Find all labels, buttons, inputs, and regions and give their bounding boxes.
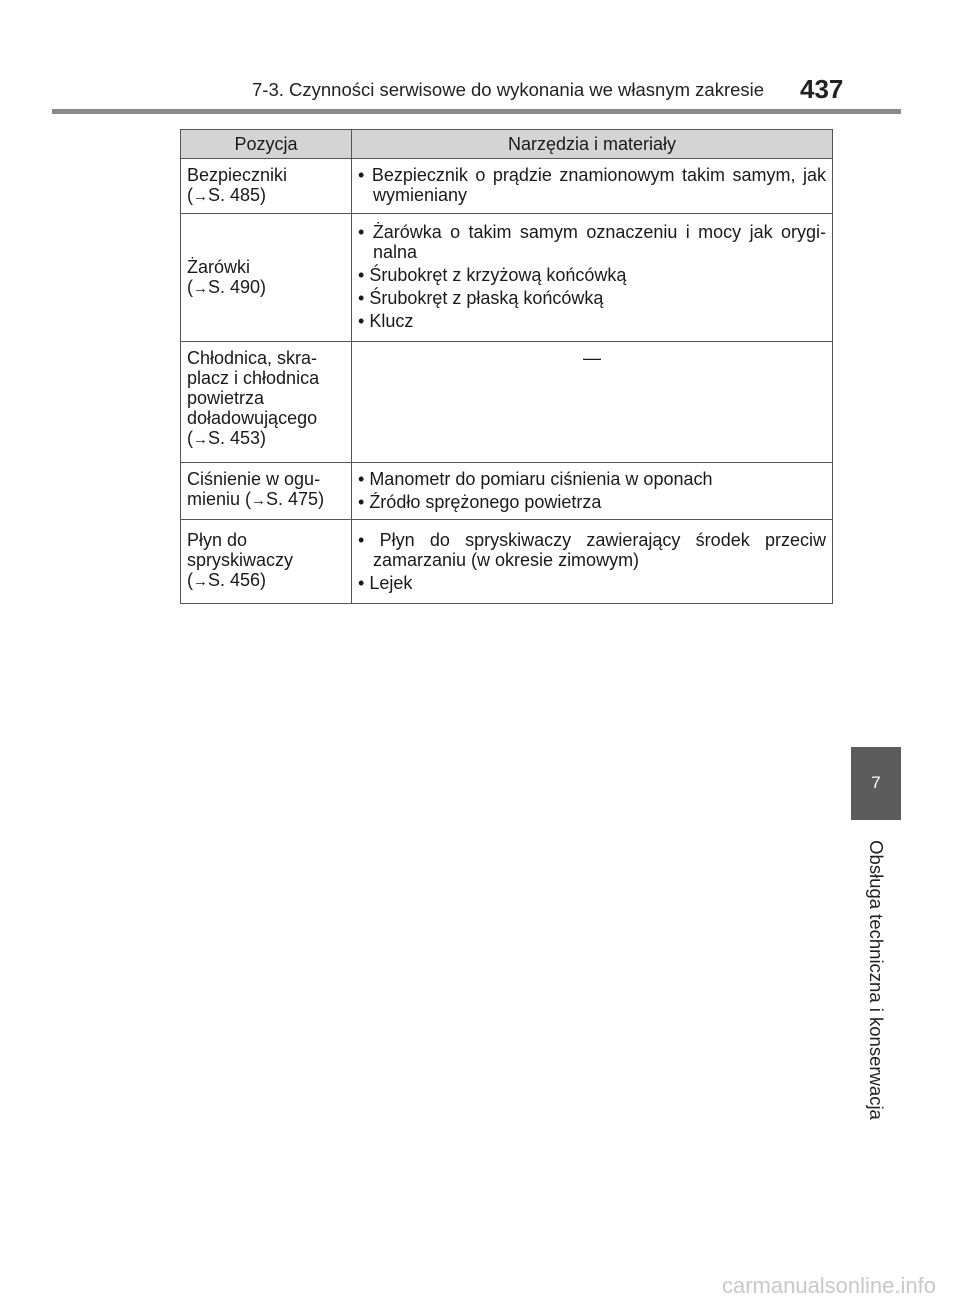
chapter-tab bbox=[851, 747, 901, 820]
item-name: doładowującego bbox=[187, 408, 318, 428]
arrow-icon: → bbox=[193, 279, 208, 297]
tool-item: • Żarówka o takim samym oznaczeniu i mocy jak orygi-nalna bbox=[358, 222, 826, 262]
chapter-number: 7 bbox=[871, 773, 881, 792]
tools-table bbox=[180, 129, 833, 604]
arrow-icon: → bbox=[193, 188, 208, 205]
header-section-title: 7-3. Czynności serwisowe do wykonania we własnym zakresie bbox=[252, 79, 765, 100]
item-name: spryskiwaczy bbox=[187, 550, 294, 570]
page-number: 437 bbox=[800, 74, 844, 104]
table-row bbox=[181, 159, 833, 214]
tool-item: • Śrubokręt z krzyżową końcówką bbox=[358, 265, 627, 285]
column-header: Pozycja bbox=[181, 130, 352, 159]
tool-item: • Klucz bbox=[358, 311, 414, 331]
tool-item: • Bezpiecznik o prądzie znamionowym takim samym, jak wymieniany bbox=[358, 165, 826, 205]
table-row bbox=[181, 342, 833, 463]
header-rule bbox=[52, 109, 901, 114]
item-name: powietrza bbox=[187, 388, 265, 408]
item-name: Płyn do bbox=[187, 530, 248, 550]
item-cell bbox=[181, 342, 352, 463]
column-header: Narzędzia i materiały bbox=[352, 130, 833, 159]
page-reference: (→S. 456) bbox=[187, 570, 267, 590]
item-cell bbox=[181, 463, 352, 520]
tool-item: • Manometr do pomiaru ciśnienia w oponach bbox=[358, 469, 713, 489]
table-row bbox=[181, 214, 833, 342]
table-row bbox=[181, 463, 833, 520]
item-cell bbox=[181, 520, 352, 604]
arrow-icon: → bbox=[193, 431, 208, 448]
page-reference: (→S. 490) bbox=[187, 276, 267, 297]
item-name: Ciśnienie w ogu- bbox=[187, 469, 321, 489]
page-reference: mieniu (→S. 475) bbox=[187, 489, 325, 509]
tools-cell bbox=[352, 214, 833, 342]
table-header-row bbox=[181, 130, 833, 159]
item-cell bbox=[181, 214, 352, 342]
tool-item: • Płyn do spryskiwaczy zawierający środek przeciw zamarzaniu (w okresie zimowym) bbox=[358, 530, 826, 570]
tool-item: • Źródło sprężonego powietrza bbox=[358, 492, 602, 512]
tools-cell bbox=[352, 159, 833, 214]
chapter-title: Obsługa techniczna i konserwacja bbox=[866, 840, 887, 1120]
item-name: Bezpieczniki bbox=[187, 165, 288, 185]
tools-cell bbox=[352, 463, 833, 520]
arrow-icon: → bbox=[251, 492, 267, 509]
arrow-icon: → bbox=[193, 573, 208, 590]
page-reference: (→S. 485) bbox=[187, 185, 267, 205]
tools-cell bbox=[352, 520, 833, 604]
tools-cell-empty: — bbox=[352, 342, 833, 463]
item-name: Żarówki bbox=[187, 256, 251, 277]
item-name: Chłodnica, skra- bbox=[187, 348, 318, 368]
tool-item: • Lejek bbox=[358, 573, 413, 593]
watermark: carmanualsonline.info bbox=[721, 1273, 936, 1298]
tool-item: • Śrubokręt z płaską końcówką bbox=[358, 288, 604, 308]
table-row bbox=[181, 520, 833, 604]
item-cell bbox=[181, 159, 352, 214]
item-name: placz i chłodnica bbox=[187, 368, 320, 388]
page-reference: (→S. 453) bbox=[187, 428, 267, 448]
